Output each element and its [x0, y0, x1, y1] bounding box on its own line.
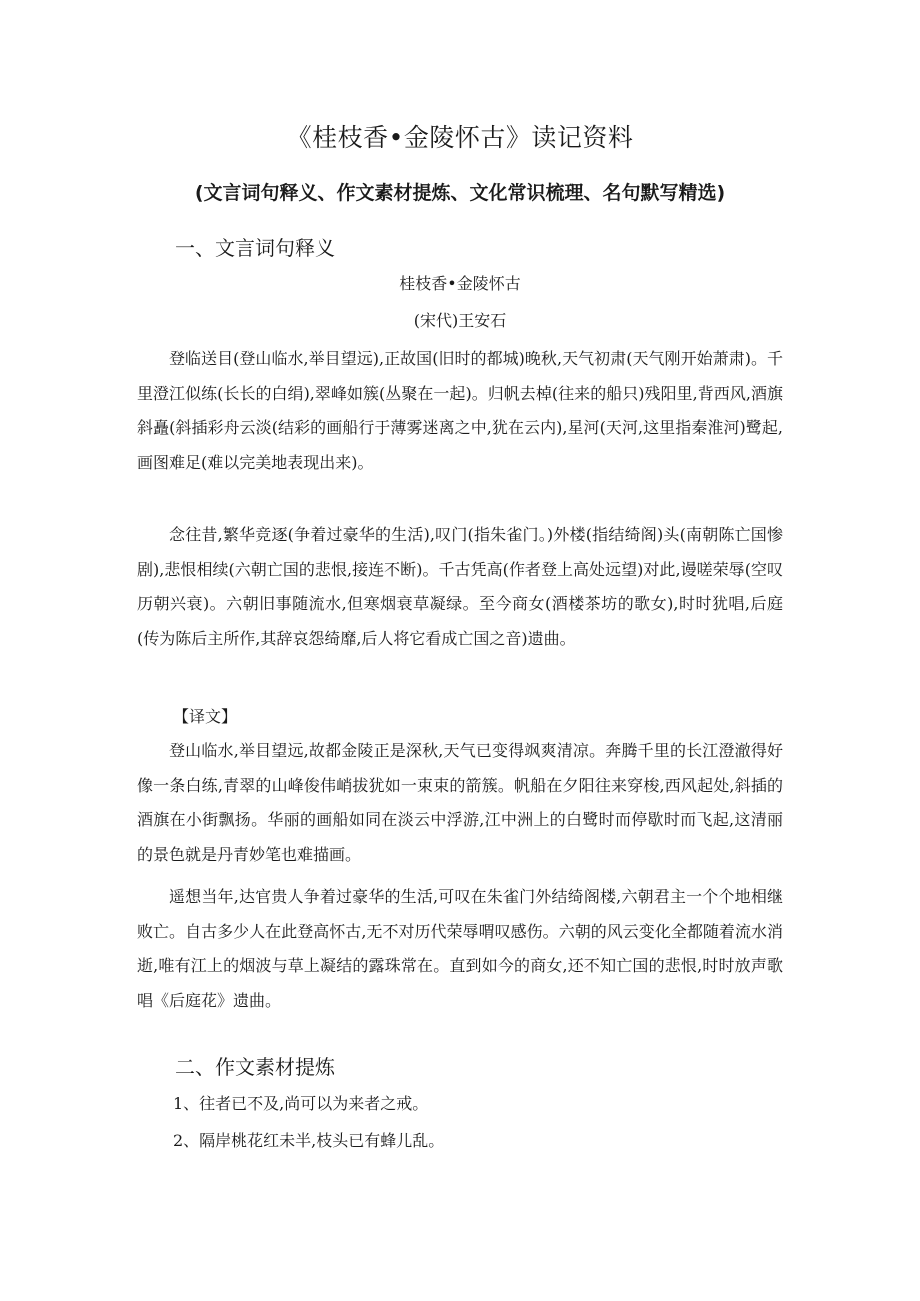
document-title: 《桂枝香•金陵怀古》读记资料 — [286, 123, 634, 152]
poem-paragraph-2: 念往昔,繁华竞逐(争着过豪华的生活),叹门(指朱雀门。)外楼(指结绮阁)头(南朝陈亡国惨剧),悲恨相续(六朝亡国的悲恨,接连不断)。千古凭高(作者登上高处远望)对此,谩嗟荣辱(空叹历朝兴衰)。六朝旧事随流水,但寒烟衰草凝绿。至今商女(酒楼茶坊的歌女),时时犹唱,后庭(传为陈后主所作,其辞哀怨绮靡,后人将它看成亡国之音)遗曲。 — [137, 525, 783, 648]
poem-title: 桂枝香•金陵怀古 — [399, 274, 521, 293]
translation-paragraph-1: 登山临水,举目望远,故都金陵正是深秋,天气已变得飒爽清凉。奔腾千里的长江澄澈得好像一条白练,青翠的山峰俊伟峭拔犹如一束束的箭簇。帆船在夕阳往来穿梭,西风起处,斜插的酒旗在小街飘扬。华丽的画船如同在淡云中浮游,江中洲上的白鹭时而停歇时而飞起,这清丽的景色就是丹青妙笔也难描画。 — [137, 741, 783, 864]
section-heading-1: 一、文言词句释义 — [175, 236, 335, 260]
poem-paragraph-1: 登临送目(登山临水,举目望远),正故国(旧时的都城)晚秋,天气初肃(天气刚开始萧肃)。千里澄江似练(长长的白绢),翠峰如簇(丛聚在一起)。归帆去棹(往来的船只)残阳里,背西风,酒旗斜矗(斜插彩舟云淡(结彩的画船行于薄雾迷离之中,犹在云内),星河(天河,这里指秦淮河)鹭起,画图难足(难以完美地表现出来)。 — [137, 349, 783, 472]
section-heading-2: 二、作文素材提炼 — [175, 1055, 335, 1079]
translation-paragraph-2: 遥想当年,达官贵人争着过豪华的生活,可叹在朱雀门外结绮阁楼,六朝君主一个个地相继败亡。自古多少人在此登高怀古,无不对历代荣辱喟叹感伤。六朝的风云变化全都随着流水消逝,唯有江上的烟波与草上凝结的露珠常在。直到如今的商女,还不知亡国的悲恨,时时放声歌唱《后庭花》遗曲。 — [137, 887, 783, 1010]
material-item-2: 2、隔岸桃花红未半,枝头已有蜂儿乱。 — [173, 1131, 445, 1150]
poem-author: (宋代)王安石 — [413, 311, 507, 330]
translation-label: 【译文】 — [173, 707, 238, 726]
material-item-1: 1、往者已不及,尚可以为来者之戒。 — [173, 1094, 429, 1113]
document-subtitle: (文言词句释义、作文素材提炼、文化常识梳理、名句默写精选) — [194, 182, 726, 204]
